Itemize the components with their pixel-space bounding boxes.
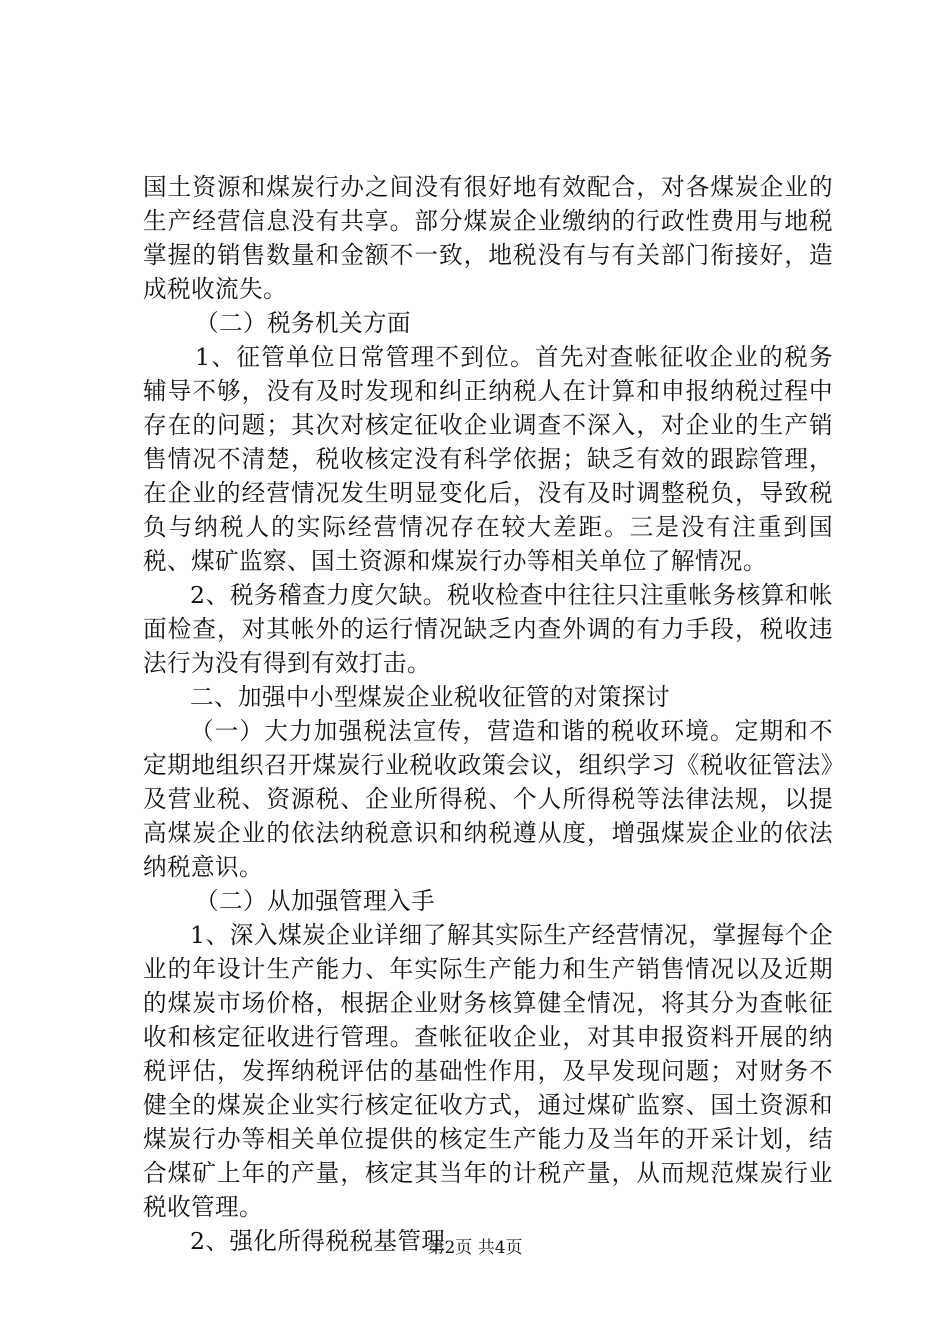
paragraph-enterprise-investigation: 1、深入煤炭企业详细了解其实际生产经营情况，掌握每个企业的年设计生产能力、年实际生产能力和生产销售情况以及近期的煤炭市场价格，根据企业财务核算健全情况，将其分为查帐征收和核定征收进行管理。查帐征收企业，对其申报资料开展的纳税评估，发挥纳税评估的基础性作用，及早发现问题；对财务不健全的煤炭企业实行核定征收方式，通过煤矿监察、国土资源和煤炭行办等相关单位提供的核定生产能力及当年的开采计划，结合煤矿上年的产量，核定其当年的计税产量，从而规范煤炭行业税收管理。 [143,921,833,1221]
paragraph-continuation: 国土资源和煤炭行办之间没有很好地有效配合，对各煤炭企业的生产经营信息没有共享。部分煤炭企业缴纳的行政性费用与地税掌握的销售数量和金额不一致，地税没有与有关部门衔接好，造成税收流失。 [143,173,833,303]
document-body [143,170,833,1258]
paragraph-collection-management: 1、征管单位日常管理不到位。首先对查帐征收企业的税务辅导不够，没有及时发现和纠正纳税人在计算和申报纳税过程中存在的问题；其次对核定征收企业调查不深入，对企业的生产销售情况不清楚，税收核定没有科学依据；缺乏有效的跟踪管理，在企业的经营情况发生明显变化后，没有及时调整税负，导致税负与纳税人的实际经营情况存在较大差距。三是没有注重到国税、煤矿监察、国土资源和煤炭行办等相关单位了解情况。 [143,343,833,575]
section-heading-countermeasures: 二、加强中小型煤炭企业税收征管的对策探讨 [190,683,670,711]
paragraph-tax-law-publicity: （一）大力加强税法宣传，营造和谐的税收环境。定期和不定期地组织召开煤炭行业税收政策会议，组织学习《税收征管法》及营业税、资源税、企业所得税、个人所得税等法律法规，以提高煤炭企业的依法纳税意识和纳税遵从度，增强煤炭企业的依法纳税意识。 [143,717,833,881]
section-heading-tax-authority: （二）税务机关方面 [195,309,411,337]
section-heading-strengthen-management: （二）从加强管理入手 [195,887,435,915]
page-number-footer: 第2页 共4页 [427,1238,523,1258]
paragraph-income-tax-base: 2、强化所得税税基管理 [190,1227,446,1255]
paragraph-tax-inspection: 2、税务稽查力度欠缺。税收检查中往往只注重帐务核算和帐面检查，对其帐外的运行情况缺乏内查外调的有力手段，税收违法行为没有得到有效打击。 [143,581,833,677]
